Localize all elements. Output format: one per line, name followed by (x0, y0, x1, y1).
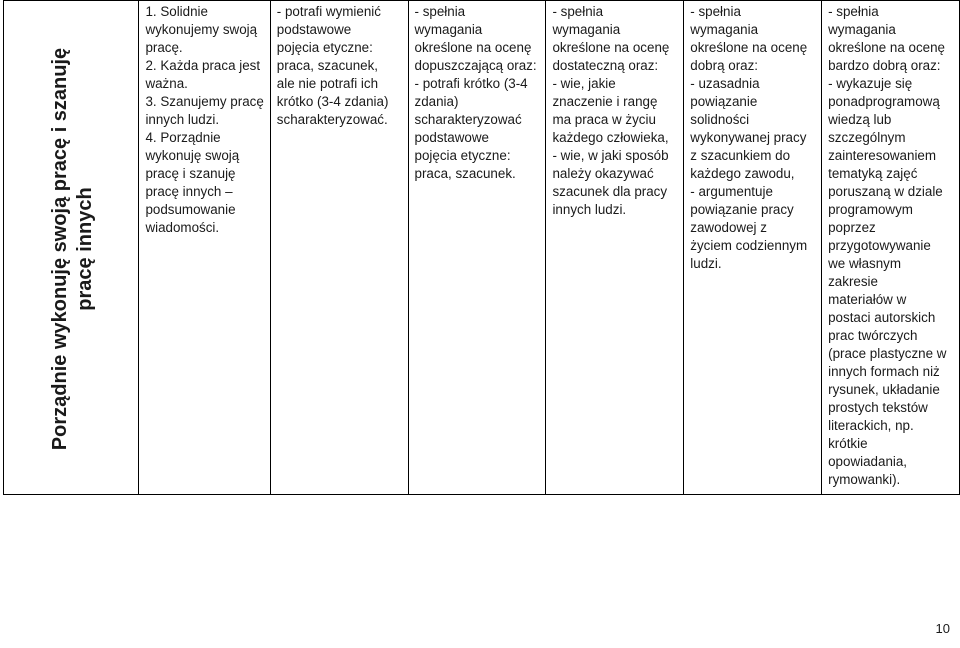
cell-text-line: pojęcia etyczne: (414, 148, 511, 163)
cell-text-line: - spełnia (552, 4, 604, 19)
cell-text-line: życiem codziennym (690, 238, 808, 253)
cell-text-line: innych ludzi. (145, 112, 220, 127)
cell-text-line: 3. Szanujemy pracę (145, 94, 264, 109)
cell-text-line: 2. Każda praca jest (145, 58, 261, 73)
cell-text-line: - argumentuje (690, 184, 773, 199)
cell-text-line: ponadprogramową (828, 94, 940, 109)
cell-text-line: zawodowej z (690, 220, 767, 235)
grade-dostateczna-cell (408, 1, 546, 495)
cell-text-line: należy okazywać (552, 166, 654, 181)
cell-text-line: postaci autorskich (828, 310, 936, 325)
cell-text-line: - wie, w jaki sposób (552, 148, 669, 163)
cell-text-line: - spełnia (828, 4, 879, 19)
cell-text-line: - potrafi krótko (3-4 (414, 76, 528, 91)
cell-text-line: wymagania (828, 22, 896, 37)
cell-text-line: prac twórczych (828, 328, 918, 343)
grade-dobra-cell (546, 1, 684, 495)
topic-cell (4, 1, 139, 495)
grade-celujaca-cell (822, 1, 960, 495)
cell-text-line: poprzez (828, 220, 876, 235)
cell-text-line: wymagania (690, 22, 759, 37)
topic-title (48, 9, 98, 489)
cell-text-line: ludzi. (690, 256, 722, 271)
cell-text-line: 4. Porządnie (145, 130, 221, 145)
cell-text-line: bardzo dobrą oraz: (828, 58, 941, 73)
cell-text-line: rymowanki). (828, 472, 901, 487)
cell-text-line: krótkie (828, 436, 868, 451)
cell-text-line: pracę. (145, 40, 183, 55)
cell-text-line: - spełnia (414, 4, 466, 19)
cell-text-line: pracę innych – (145, 184, 233, 199)
cell-text-line: krótko (3-4 zdania) (276, 94, 389, 109)
table-row (4, 1, 960, 495)
cell-text-line: dostateczną oraz: (552, 58, 659, 73)
cell-text-line: wykonywanej pracy (690, 130, 807, 145)
cell-text-line: - wie, jakie (552, 76, 616, 91)
cell-text-line: pojęcia etyczne: (276, 40, 373, 55)
cell-text-line: wiadomości. (145, 220, 220, 235)
cell-text-line: wykonujemy swoją (145, 22, 258, 37)
cell-text-line: podstawowe (414, 130, 489, 145)
cell-text-line: (prace plastyczne w (828, 346, 947, 361)
cell-text-line: ważna. (145, 76, 188, 91)
cell-text-line: dopuszczającą oraz: (414, 58, 537, 73)
cell-text-line: znaczenie i rangę (552, 94, 658, 109)
cell-text-line: zainteresowaniem (828, 148, 937, 163)
cell-text-line: - uzasadnia (690, 76, 760, 91)
cell-text-line: dobrą oraz: (690, 58, 759, 73)
lesson-list-cell (139, 1, 270, 495)
cell-text-line: - spełnia (690, 4, 741, 19)
cell-text-line: wymagania (552, 22, 621, 37)
cell-text-line: wymagania (414, 22, 483, 37)
cell-text-line: innych formach niż (828, 364, 940, 379)
cell-text-line: scharakteryzować. (276, 112, 388, 127)
cell-text-line: praca, szacunek. (414, 166, 516, 181)
grade-dopuszczajaca-cell (270, 1, 408, 495)
cell-text-line: zakresie (828, 274, 878, 289)
grade-criteria-table (3, 0, 960, 495)
cell-text-line: przygotowywanie (828, 238, 931, 253)
cell-text-line: określone na ocenę (552, 40, 670, 55)
cell-text-line: 1. Solidnie (145, 4, 208, 19)
cell-text-line: pracę i szanuję (145, 166, 236, 181)
cell-text-line: rysunek, układanie (828, 382, 940, 397)
cell-text-line: ma praca w życiu (552, 112, 656, 127)
cell-text-line: powiązanie (690, 94, 758, 109)
grade-bardzo-dobra-cell (684, 1, 822, 495)
cell-text-line: we własnym (828, 256, 902, 271)
cell-text-line: podstawowe (276, 22, 352, 37)
cell-text-line: szczególnym (828, 130, 906, 145)
cell-text-line: zdania) (414, 94, 459, 109)
cell-text-line: określone na ocenę (414, 40, 532, 55)
cell-text-line: literackich, np. (828, 418, 914, 433)
cell-text-line: innych ludzi. (552, 202, 627, 217)
cell-text-line: każdego człowieka, (552, 130, 669, 145)
cell-text-line: poruszaną w dziale (828, 184, 943, 199)
cell-text-line: tematyką zajęć (828, 166, 918, 181)
cell-text-line: - wykazuje się (828, 76, 913, 91)
cell-text-line: wykonuję swoją (145, 148, 240, 163)
cell-text-line: określone na ocenę (690, 40, 808, 55)
cell-text-line: materiałów w (828, 292, 907, 307)
page-number: 10 (935, 621, 950, 636)
cell-text-line: praca, szacunek, (276, 58, 379, 73)
cell-text-line: każdego zawodu, (690, 166, 795, 181)
cell-text-line: programowym (828, 202, 913, 217)
cell-text-line: szacunek dla pracy (552, 184, 668, 199)
cell-text-line: podsumowanie (145, 202, 236, 217)
cell-text-line: scharakteryzować (414, 112, 522, 127)
cell-text-line: solidności (690, 112, 750, 127)
cell-text-line: opowiadania, (828, 454, 908, 469)
cell-text-line: ale nie potrafi ich (276, 76, 379, 91)
cell-text-line: prostych tekstów (828, 400, 928, 415)
cell-text-line: określone na ocenę (828, 40, 945, 55)
topic-title-line: Porządnie wykonuję swoją pracę i szanuję (49, 47, 71, 451)
cell-text-line: z szacunkiem do (690, 148, 791, 163)
cell-text-line: wiedzą lub (828, 112, 892, 127)
cell-text-line: - potrafi wymienić (276, 4, 381, 19)
topic-title-line: pracę innych (74, 187, 96, 311)
cell-text-line: powiązanie pracy (690, 202, 794, 217)
